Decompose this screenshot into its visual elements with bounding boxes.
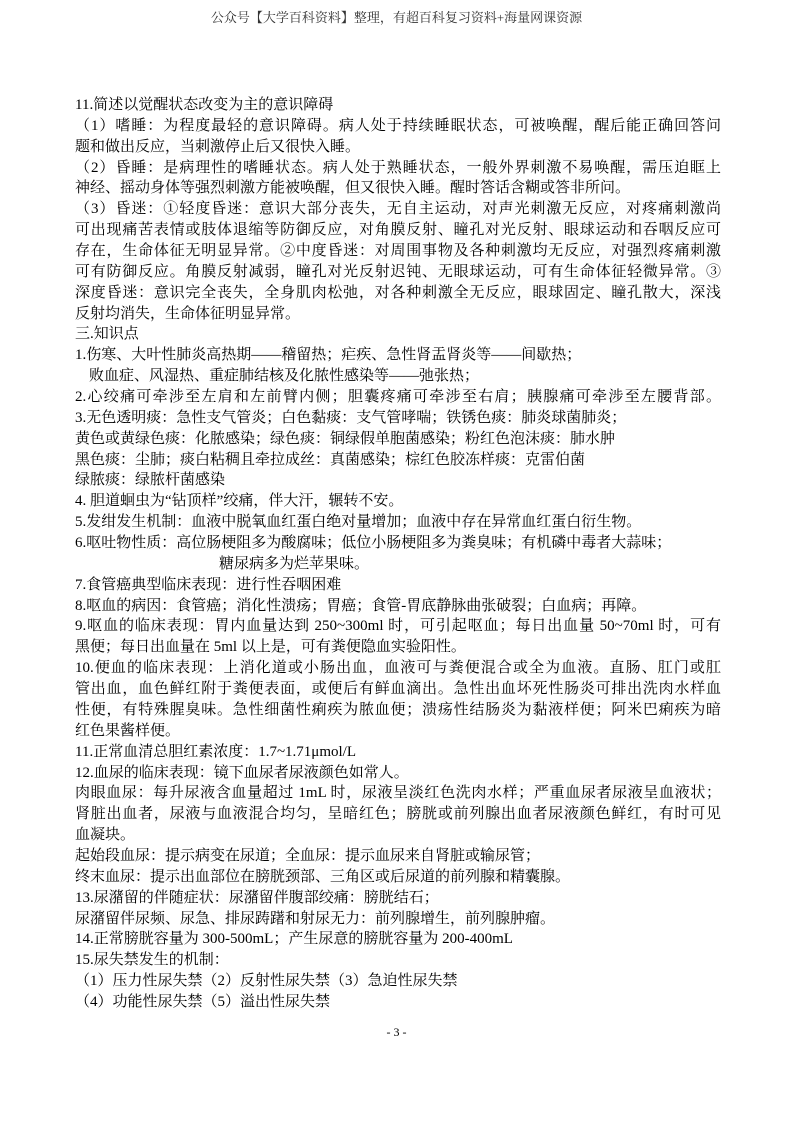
knowledge-section <box>75 324 721 1012</box>
page-body <box>75 95 721 1013</box>
point-line: 管出血，血色鲜红附于粪便表面，或便后有鲜血滴出。急性出血坏死性肠炎可排出洗肉水样血 <box>75 681 721 698</box>
point-line: 12.血尿的临床表现：镜下血尿者尿液颜色如常人。 <box>75 764 409 781</box>
item-line: 深度昏迷：意识完全丧失，全身肌肉松弛，对各种刺激全无反应，眼球固定、瞳孔散大，深浅 <box>75 284 721 301</box>
point-line: 14.正常膀胱容量为 300-500mL；产生尿意的膀胱容量为 200-400mL <box>75 931 513 948</box>
point-line: （1）压力性尿失禁（2）反射性尿失禁（3）急迫性尿失禁 <box>75 973 458 990</box>
point-line: 10.便血的临床表现：上消化道或小肠出血，血液可与粪便混合或全为血液。直肠、肛门或肛 <box>75 660 721 677</box>
point-line: 起始段血尿：提示病变在尿道；全血尿：提示血尿来自肾脏或输尿管； <box>75 847 541 864</box>
point-8 <box>75 596 721 617</box>
point-line: 败血症、风湿热、重症肺结核及化脓性感染等——弛张热； <box>89 368 480 385</box>
point-line: 6.呕吐物性质：高位肠梗阻多为酸腐味；低位小肠梗阻多为粪臭味；有机磷中毒者大蒜味； <box>75 535 672 552</box>
point-line: 性便，有特殊腥臭味。急性细菌性痢疾为脓血便；溃疡性结肠炎为黏液样便；阿米巴痢疾为暗 <box>75 701 721 718</box>
point-7 <box>75 575 721 596</box>
point-line: 绿脓痰：绿脓杆菌感染 <box>75 472 226 489</box>
point-line: 5.发绀发生机制：血液中脱氧血红蛋白绝对量增加；血液中存在异常血红蛋白衍生物。 <box>75 514 642 531</box>
point-line: 11.正常血清总胆红素浓度：1.7~1.71μmol/L <box>75 743 357 760</box>
item-line: 可有防御反应。角膜反射减弱，瞳孔对光反射迟钝、无眼球运动，可有生命体征轻微异常。③ <box>75 263 721 280</box>
point-line: 尿潴留伴尿频、尿急、排尿踌躇和射尿无力：前列腺增生，前列腺肿瘤。 <box>75 910 556 927</box>
point-line: 7.食管癌典型临床表现：进行性吞咽困难 <box>75 576 342 593</box>
point-line: 肾脏出血者，尿液与血液混合均匀，呈暗红色；膀胱或前列腺出血者尿液颜色鲜红，有时可见 <box>75 806 721 823</box>
section-heading: 三.知识点 <box>75 326 139 343</box>
point-line: 3.无色透明痰：急性支气管炎；白色黏痰：支气管哮喘；铁锈色痰：肺炎球菌肺炎； <box>75 409 627 426</box>
point-line: 红色果酱样便。 <box>75 722 181 739</box>
point-line: 肉眼血尿：每升尿液含血量超过 1mL 时，尿液呈淡红色洗肉水样；严重血尿者尿液呈血液状； <box>75 785 721 802</box>
point-line: 1.伤寒、大叶性肺炎高热期——稽留热；疟疾、急性肾盂肾炎等——间歇热； <box>75 347 582 364</box>
point-4 <box>75 491 721 512</box>
item-line: 反射均消失，生命体征明显异常。 <box>75 305 301 322</box>
point-10 <box>75 658 721 741</box>
item-line: 存在，生命体征无明显异常。②中度昏迷：对周围事物及各种刺激均无反应，对强烈疼痛刺激 <box>75 243 721 260</box>
point-line: 8.呕血的病因：食管癌；消化性溃疡；胃癌；食管-胃底静脉曲张破裂；白血病；再障。 <box>75 597 647 614</box>
point-line: 15.尿失禁发生的机制： <box>75 952 229 969</box>
consciousness-section <box>75 95 721 324</box>
item-line: （1）嗜睡：为程度最轻的意识障碍。病人处于持续睡眠状态，可被唤醒，醒后能正确回答问 <box>75 117 721 134</box>
point-9 <box>75 616 721 658</box>
item-line: 题和做出反应，当刺激停止后又很快入睡。 <box>75 138 361 155</box>
point-line: 黑色痰：尘肺；痰白粘稠且牵拉成丝：真菌感染；棕红色胶冻样痰：克雷伯菌 <box>75 451 586 468</box>
point-line: 黑便；每日出血量在 5ml 以上是，可有粪便隐血实验阳性。 <box>75 639 466 656</box>
item-lethargy <box>75 158 721 200</box>
point-3 <box>75 408 721 491</box>
point-line: 2.心绞痛可牵涉至左肩和左前臂内侧；胆囊疼痛可牵涉至右肩；胰腺痛可牵涉至左腰背部。 <box>75 389 721 406</box>
point-5 <box>75 512 721 533</box>
point-line: 13.尿潴留的伴随症状：尿潴留伴腹部绞痛：膀胱结石； <box>75 889 439 906</box>
item-drowsiness <box>75 116 721 158</box>
item-line: （2）昏睡：是病理性的嗜睡状态。病人处于熟睡状态，一般外界刺激不易唤醒，需压迫眶上 <box>75 159 721 176</box>
point-12 <box>75 763 721 888</box>
point-1 <box>75 345 721 387</box>
point-line: 血凝块。 <box>75 827 136 844</box>
point-11 <box>75 742 721 763</box>
item-coma <box>75 199 721 324</box>
point-line: 终末血尿：提示出血部位在膀胱颈部、三角区或后尿道的前列腺和精囊腺。 <box>75 868 571 885</box>
point-line: （4）功能性尿失禁（5）溢出性尿失禁 <box>75 993 331 1010</box>
point-line: 9.呕血的临床表现：胃内血量达到 250~300ml 时，可引起呕血；每日出血量 50~70ml 时，可有 <box>75 618 721 635</box>
point-14 <box>75 929 721 950</box>
item-line: 可出现痛苦表情或肢体退缩等防御反应，对角膜反射、瞳孔对光反射、眼球运动和吞咽反应可 <box>75 222 721 239</box>
point-2 <box>75 387 721 408</box>
question-title: 11.简述以觉醒状态改变为主的意识障碍 <box>75 97 334 113</box>
page-number: - 3 - <box>386 1025 407 1039</box>
point-15 <box>75 950 721 1013</box>
point-6 <box>75 533 721 575</box>
point-line: 黄色或黄绿色痰：化脓感染；绿色痰：铜绿假单胞菌感染；粉红色泡沫痰：肺水肿 <box>75 430 616 447</box>
item-line: 神经、摇动身体等强烈刺激方能被唤醒，但又很快入睡。醒时答话含糊或答非所问。 <box>75 180 631 197</box>
point-line: 糖尿病多为烂苹果味。 <box>219 555 370 572</box>
point-13 <box>75 888 721 930</box>
item-line: （3）昏迷：①轻度昏迷：意识大部分丧失，无自主运动，对声光刺激无反应，对疼痛刺激尚 <box>75 201 721 218</box>
page-header: 公众号【大学百科资料】整理，有超百科复习资料+海量网课资源 <box>210 10 583 25</box>
point-line: 4. 胆道蛔虫为“钻顶样”绞痛，伴大汗，辗转不安。 <box>75 493 404 510</box>
